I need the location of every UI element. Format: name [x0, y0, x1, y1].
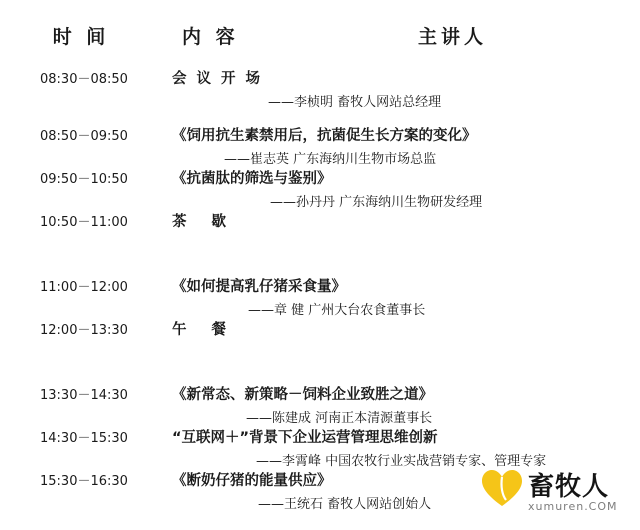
table-row	[0, 318, 640, 355]
row-topic: 《饲用抗生素禁用后，抗菌促生长方案的变化》	[172, 128, 477, 144]
table-row	[0, 383, 640, 426]
row-topic: 午 餐	[172, 322, 237, 338]
row-spacer	[0, 355, 640, 369]
table-row	[0, 426, 640, 469]
table-row	[0, 124, 640, 167]
column-header-time: 时 间	[52, 26, 110, 48]
row-time: 08:50－09:50	[40, 129, 128, 144]
table-row	[0, 167, 640, 210]
row-speaker: ——章 健 广州大台农食董事长	[248, 303, 426, 318]
row-time: 12:00－13:30	[40, 323, 128, 338]
row-spacer	[0, 261, 640, 275]
column-header-speaker: 主讲人	[418, 26, 488, 48]
table-row	[0, 67, 640, 110]
row-time: 08:30－08:50	[40, 72, 128, 87]
column-header-content: 内 容	[182, 26, 239, 48]
row-speaker: ——王统石 畜牧人网站创始人	[258, 497, 432, 512]
row-topic: 《抗菌肽的筛选与鉴别》	[172, 171, 332, 187]
row-topic: 《如何提高乳仔猪采食量》	[172, 279, 346, 295]
row-speaker: ——崔志英 广东海纳川生物市场总监	[224, 152, 437, 167]
row-spacer	[0, 247, 640, 261]
row-topic: 《断奶仔猪的能量供应》	[172, 473, 332, 489]
row-time: 11:00－12:00	[40, 280, 128, 295]
row-speaker: ——李霄峰 中国农牧行业实战营销专家、管理专家	[256, 454, 547, 469]
row-topic: 《新常态、新策略－饲料企业致胜之道》	[172, 387, 433, 403]
row-time: 13:30－14:30	[40, 388, 128, 403]
logo-name: 畜牧人	[528, 472, 610, 502]
row-time: 15:30－16:30	[40, 474, 128, 489]
row-speaker: ——孙丹丹 广东海纳川生物研发经理	[270, 195, 483, 210]
schedule-header	[0, 16, 640, 67]
row-speaker: ——李桢明 畜牧人网站总经理	[268, 95, 442, 110]
row-topic: “互联网＋”背景下企业运营管理思维创新	[172, 430, 438, 446]
site-logo	[480, 464, 630, 522]
row-topic: 会议开场	[172, 71, 270, 87]
row-spacer	[0, 110, 640, 124]
row-speaker: ——陈建成 河南正本清源董事长	[246, 411, 433, 426]
logo-url: xumuren.COM	[528, 500, 618, 513]
table-row	[0, 210, 640, 247]
row-time: 14:30－15:30	[40, 431, 128, 446]
row-topic: 茶 歇	[172, 214, 237, 230]
row-spacer	[0, 369, 640, 383]
heart-icon	[480, 468, 524, 508]
schedule-rows	[0, 67, 640, 512]
row-time: 09:50－10:50	[40, 172, 128, 187]
table-row	[0, 275, 640, 318]
row-time: 10:50－11:00	[40, 215, 128, 230]
